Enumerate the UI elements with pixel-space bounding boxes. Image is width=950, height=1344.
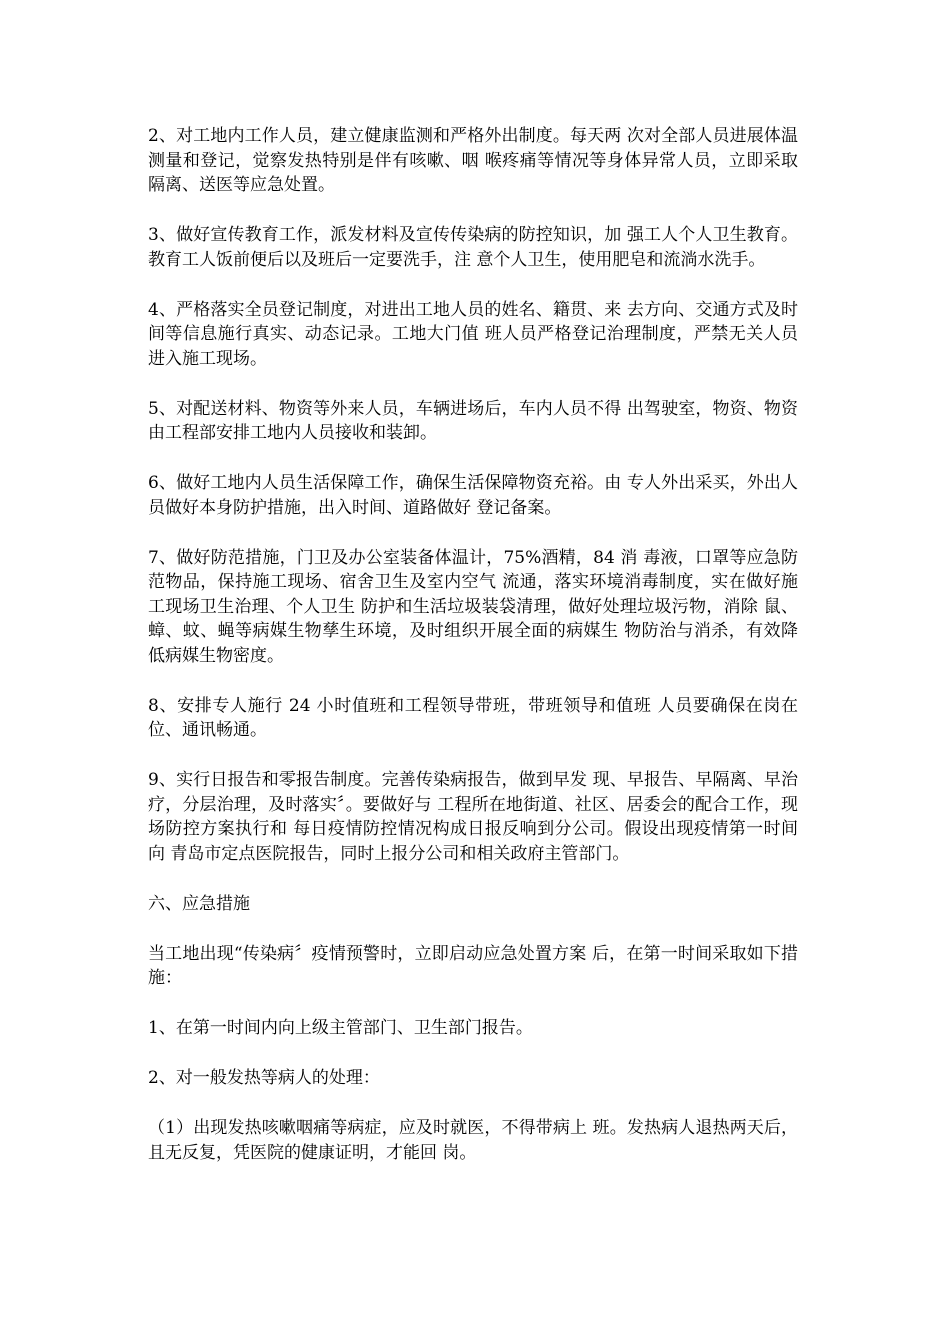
paragraph-publicity-education: 3、做好宣传教育工作，派发材料及宣传传染病的防控知识，加 强工人个人卫生教育。教育工人饭前便后以及班后一定要洗手，注 意个人卫生，使用肥皂和流淌水洗手。 — [148, 225, 798, 270]
paragraph-fever-handling: 2、对一般发热等病人的处理： — [148, 1068, 380, 1088]
paragraph-health-monitoring: 2、对工地内工作人员，建立健康监测和严格外出制度。每天两 次对全部人员进展体温测量和登记，觉察发热特别是伴有咳嗽、咽 喉疼痛等情况等身体异常人员，立即采取隔离、送医等应急处置。 — [148, 126, 798, 195]
paragraph-emergency-intro: 当工地出现“传染病〞疫情预警时，立即启动应急处置方案 后，在第一时间采取如下措施： — [148, 943, 798, 988]
paragraph-report-step: 1、在第一时间内向上级主管部门、卫生部门报告。 — [148, 1018, 533, 1038]
paragraph-external-delivery: 5、对配送材料、物资等外来人员，车辆进场后，车内人员不得 出驾驶室，物资、物资由工程部安排工地内人员接收和装卸。 — [148, 398, 798, 443]
paragraph-living-supplies: 6、做好工地内人员生活保障工作，确保生活保障物资充裕。由 专人外出采买，外出人员做好本身防护措施，出入时间、道路做好 登记备案。 — [148, 473, 798, 518]
paragraph-fever-symptoms: （1）出现发热咳嗽咽痛等病症，应及时就医，不得带病上 班。发热病人退热两天后，且无反复，凭医院的健康证明，才能回 岗。 — [148, 1118, 798, 1163]
section-heading-emergency-measures: 六、应急措施 — [148, 893, 250, 914]
document-body — [148, 124, 798, 1191]
paragraph-registration-system: 4、严格落实全员登记制度，对进出工地人员的姓名、籍贯、来 去方向、交通方式及时间等信息施行真实、动态记录。工地大门值 班人员严格登记治理制度，严禁无关人员进入施工现场。 — [148, 299, 798, 369]
paragraph-daily-report: 9、实行日报告和零报告制度。完善传染病报告，做到早发 现、早报告、早隔离、早治疗，分层治理，及时落实〞。要做好与 工程所在地街道、社区、居委会的配合工作，现场防控方案执行和 每日疫情防控情况构成日报反响到分公司。假设出现疫情第一时间向 青岛市定点医院报告，同时上报分公司和相关政府主管部门。 — [148, 770, 798, 864]
paragraph-prevention-measures: 7、做好防范措施，门卫及办公室装备体温计，75%酒精，84 消 毒液，口罩等应急防范物品，保持施工现场、宿舍卫生及室内空气 流通，落实环境消毒制度，实在做好施工现场卫生治理、个人卫生 防护和生活垃圾装袋清理，做好处理垃圾污物，消除 鼠、蟑、蚊、蝇等病媒生物孳生环境，及时组织开展全面的病媒生 物防治与消杀，有效降低病媒生物密度。 — [148, 547, 798, 666]
paragraph-duty-shift: 8、安排专人施行 24 小时值班和工程领导带班，带班领导和值班 人员要确保在岗在位、通讯畅通。 — [148, 695, 798, 740]
